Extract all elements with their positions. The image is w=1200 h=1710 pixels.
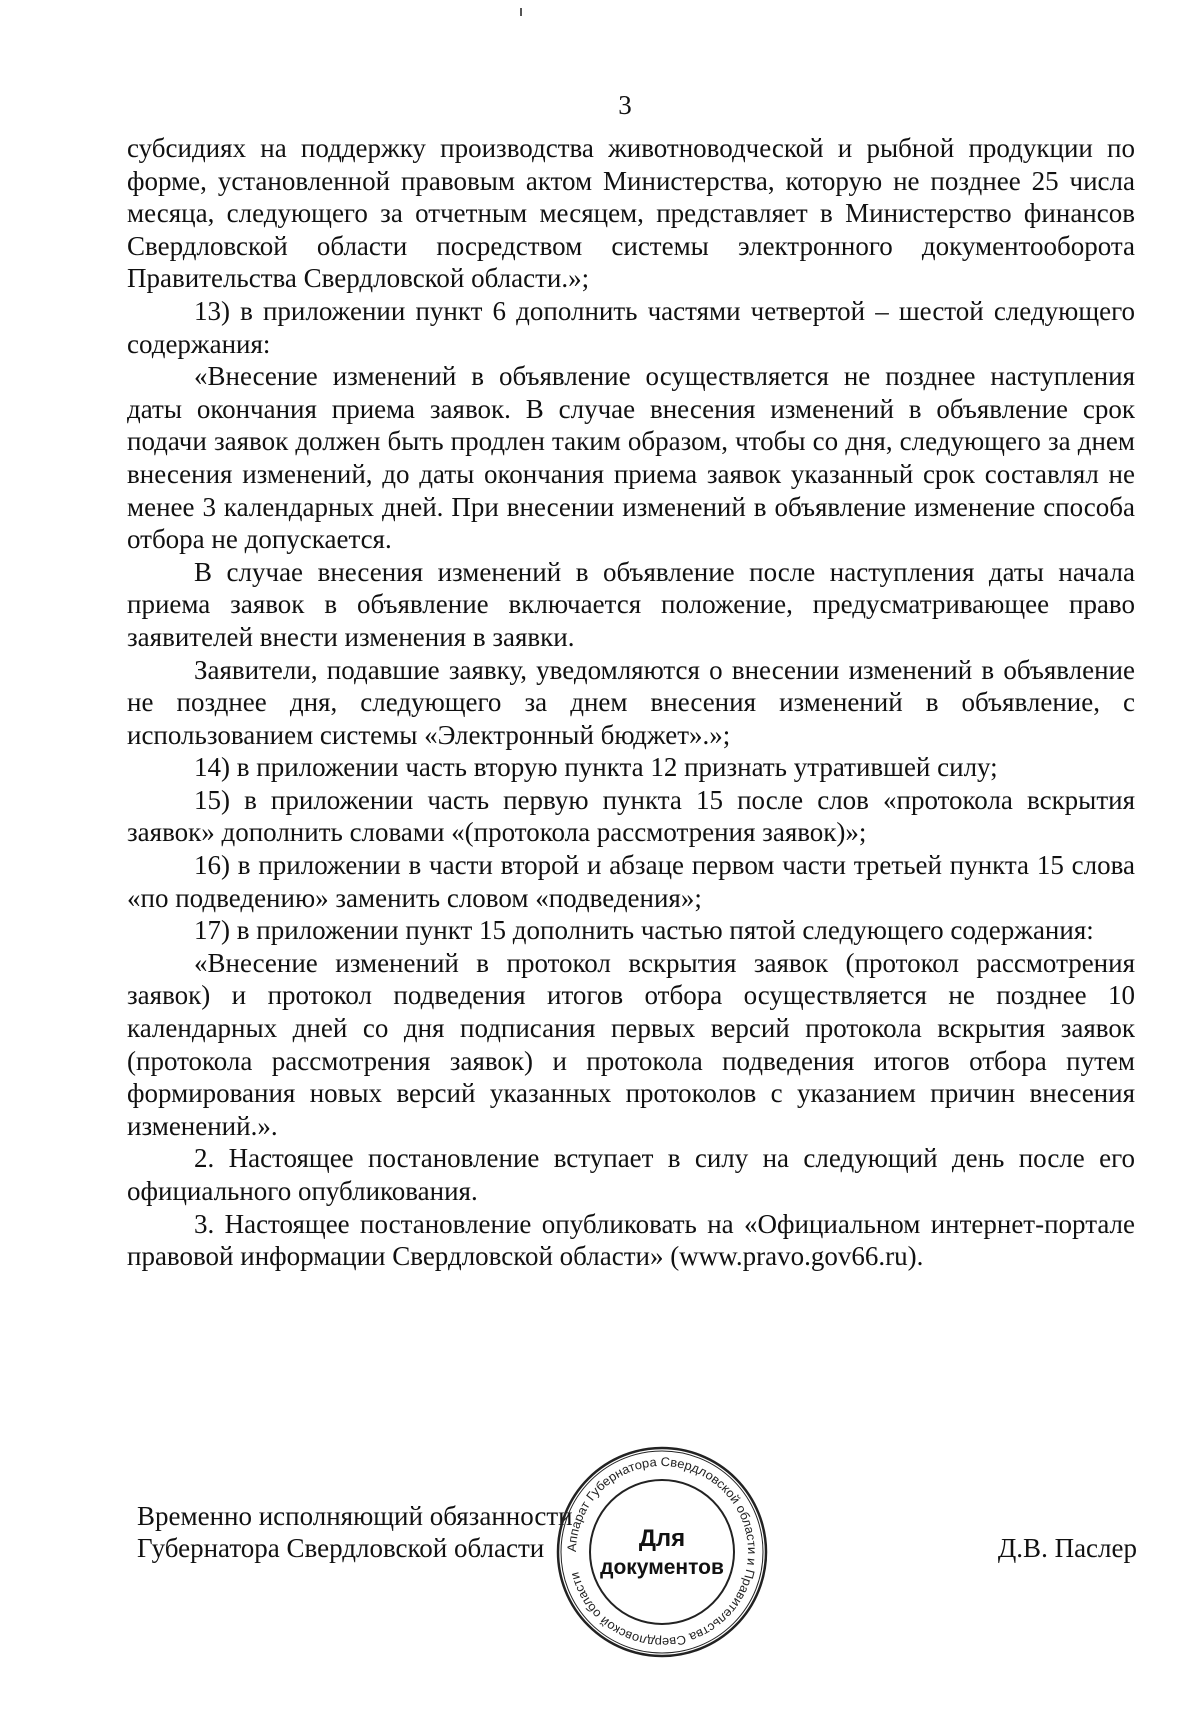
paragraph-item-16: 16) в приложении в части второй и абзаце первом части третьей пункта 15 слова «по подведению» заменить словом «подведения»; — [127, 850, 1135, 913]
paragraph-item-17: 17) в приложении пункт 15 дополнить частью пятой следующего содержания: — [194, 915, 1094, 946]
stamp-inner-ring — [590, 1480, 734, 1624]
paragraph-continuation: субсидиях на поддержку производства животноводческой и рыбной продукции по форме, установленной правовым актом Министерства, которую не позднее 25 числа месяца, следующего за отчетным месяцем, представляет в Министерство финансов Свердловской области посредством системы электронного документооборота Правительства Свердловской области.»; — [127, 133, 1135, 294]
signatory-role-line-2: Губернатора Свердловской области — [137, 1533, 545, 1563]
paragraph-point-3: 3. Настоящее постановление опубликовать на «Официальном интернет-портале правовой информации Свердловской области» (www.pravo.gov66.ru). — [127, 1208, 1135, 1272]
stamp-ring-text: Аппарат Губернатора Свердловской области и Правительства Свердловской области — [564, 1454, 760, 1650]
paragraph-point-2: 2. Настоящее постановление вступает в силу на следующий день после его официального опубликования. — [127, 1143, 1135, 1206]
stamp-center-line-1: Для — [638, 1525, 686, 1552]
stamp-outer-ring-inner — [561, 1451, 763, 1653]
signatory-role-line-1: Временно исполняющий обязанности — [137, 1501, 573, 1531]
stamp-center-line-2: документов — [600, 1556, 724, 1579]
paragraph-quote-1: «Внесение изменений в объявление осуществляется не позднее наступления даты окончания приема заявок. В случае внесения изменений в объявление срок подачи заявок должен быть продлен таким образом, чтобы со дня, следующего за днем внесения изменений, до даты окончания приема заявок указанный срок составлял не менее 3 календарных дней. При внесении изменений в объявление изменение способа отбора не допускается. — [127, 361, 1135, 555]
paragraph-item-15: 15) в приложении часть первую пункта 15 после слов «протокола вскрытия заявок» дополнить словами «(протокола рассмотрения заявок)»; — [127, 784, 1135, 848]
page-number: 3 — [618, 90, 632, 120]
paragraph-quote-2: В случае внесения изменений в объявление после наступления даты начала приема заявок в объявление включается положение, предусматривающее право заявителей внести изменения в заявки. — [127, 556, 1135, 652]
scan-mark — [520, 8, 522, 16]
signatory-name: Д.В. Паслер — [997, 1533, 1137, 1563]
document-body — [127, 132, 1135, 1273]
paragraph-item-13: 13) в приложении пункт 6 дополнить частями четвертой – шестой следующего содержания: — [127, 295, 1135, 359]
paragraph-item-14: 14) в приложении часть вторую пункта 12 признать утратившей силу; — [194, 752, 998, 783]
paragraph-quote-4: «Внесение изменений в протокол вскрытия заявок (протокол рассмотрения заявок) и протокол подведения итогов отбора осуществляется не позднее 10 календарных дней со дня подписания первых версий протокола вскрытия заявок (протокола рассмотрения заявок) и протокола подведения итогов отбора путем формирования новых версий указанных протоколов с указанием причин внесения изменений.». — [127, 947, 1135, 1141]
official-stamp — [552, 1442, 772, 1662]
paragraph-quote-3: Заявители, подавшие заявку, уведомляются о внесении изменений в объявление не позднее дня, следующего за днем внесения изменений в объявление, с использованием системы «Электронный бюджет».»; — [127, 654, 1135, 750]
